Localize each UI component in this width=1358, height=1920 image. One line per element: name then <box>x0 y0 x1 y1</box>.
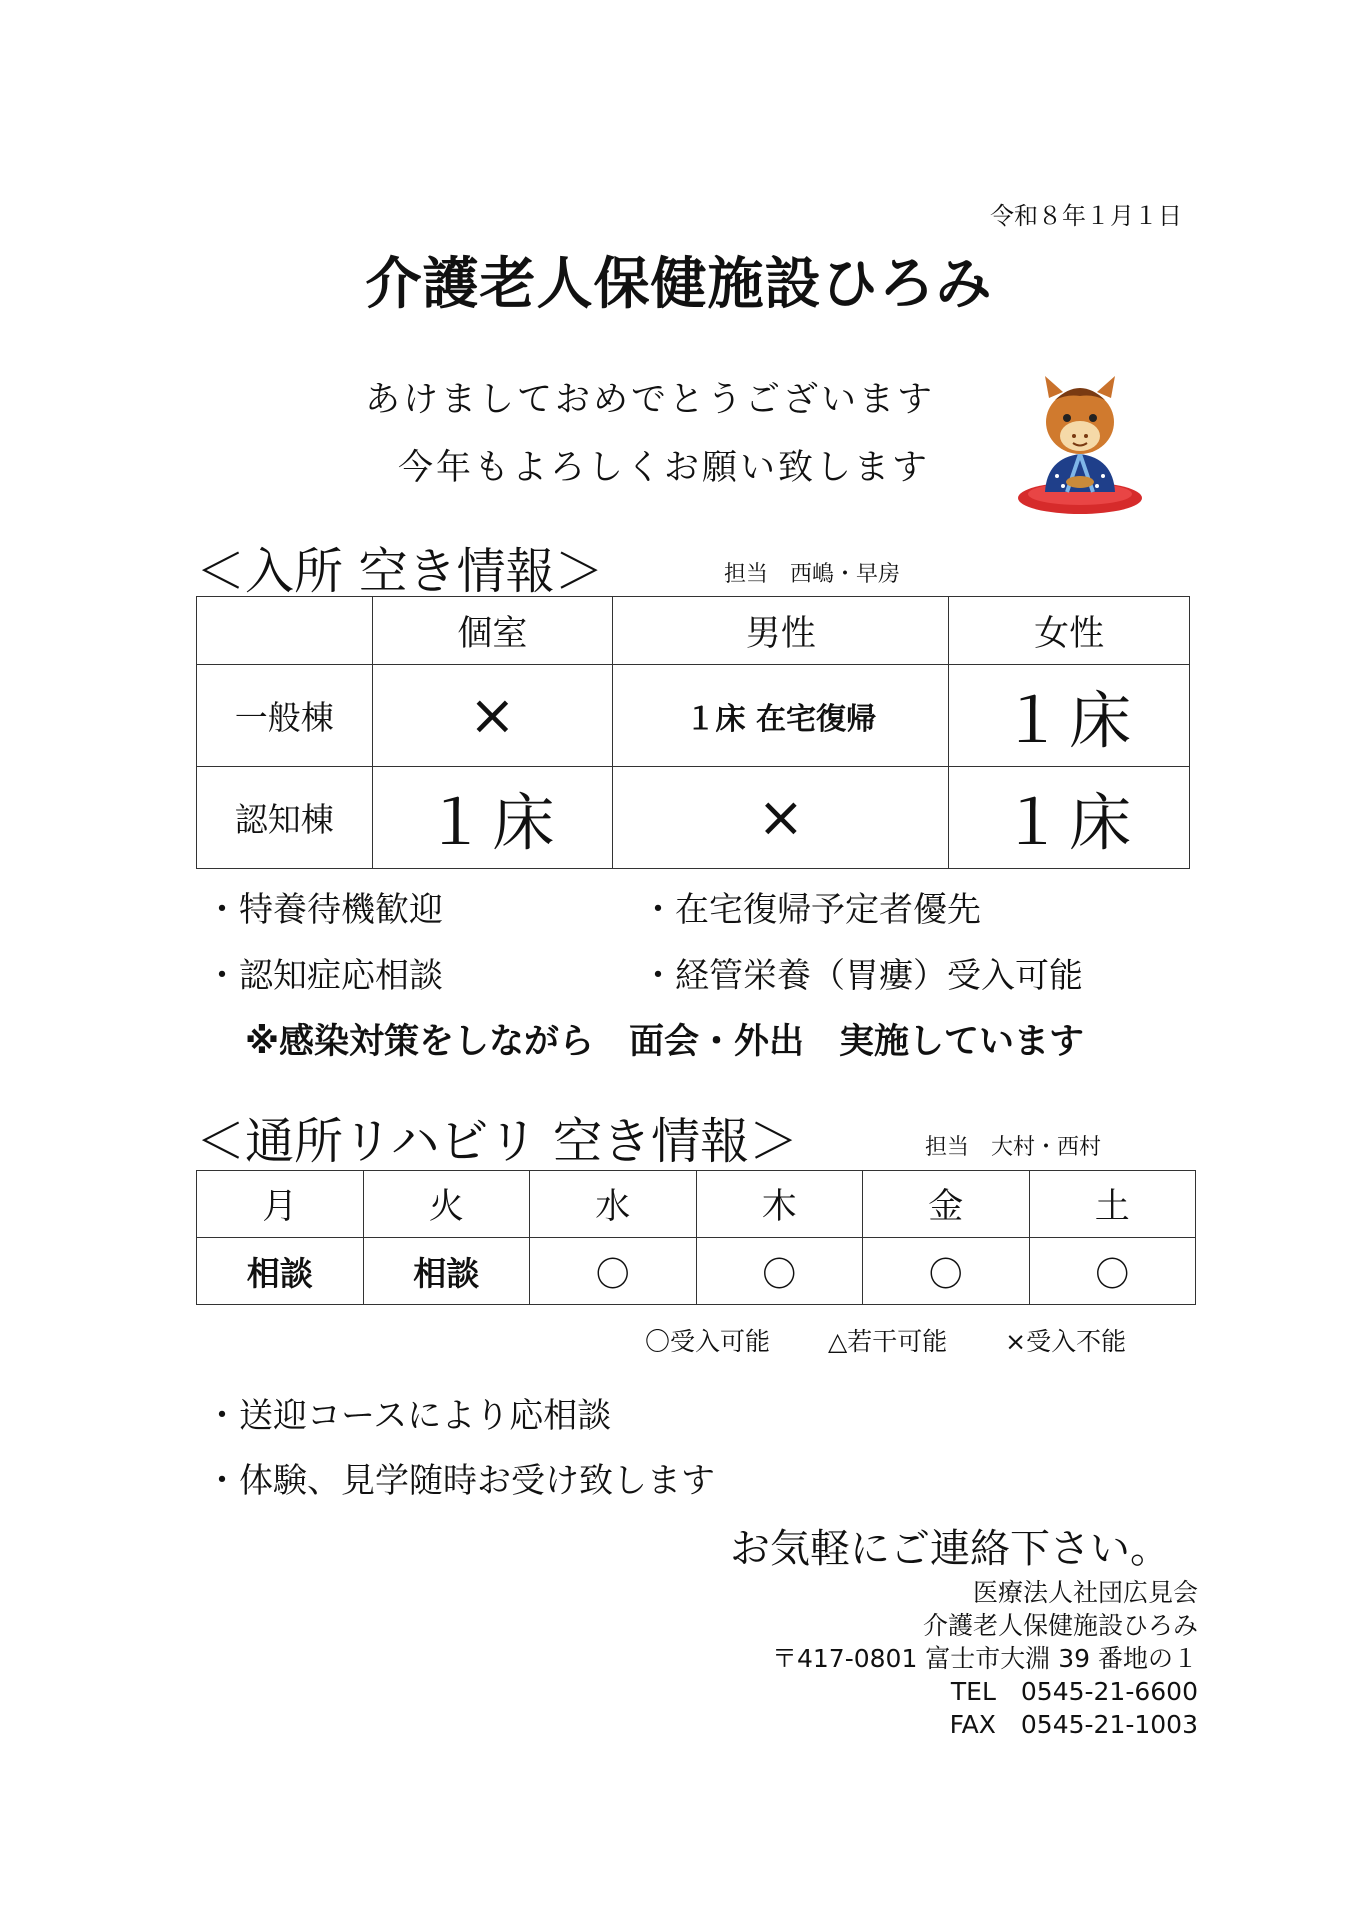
table-header-row <box>197 1171 1196 1238</box>
status-legend <box>645 1322 1176 1358</box>
status-tue: 相談 <box>363 1238 530 1305</box>
day-mon: 月 <box>197 1171 364 1238</box>
facility-name: 介護老人保健施設ひろみ <box>922 1611 1198 1640</box>
legend-available: 〇受入可能 <box>645 1327 771 1356</box>
table-header-row <box>197 597 1190 665</box>
general-private-cell: × <box>372 665 613 767</box>
address: 〒417-0801 富士市大淵 39 番地の１ <box>771 1644 1198 1673</box>
rehab-heading: ＜通所リハビリ 空き情報＞ <box>196 1113 799 1170</box>
greeting-line-2: 今年もよろしくお願い致します <box>398 448 931 488</box>
issue-date: 令和８年１月１日 <box>990 202 1182 230</box>
list-item: ・認知症応相談 <box>205 956 443 996</box>
day-thu: 木 <box>696 1171 863 1238</box>
footer-contact-block <box>772 1576 1198 1741</box>
admission-vacancy-table <box>196 596 1190 869</box>
list-item: ・経管栄養（胃瘻）受入可能 <box>641 956 1083 996</box>
fax: FAX 0545-21-1003 <box>949 1710 1198 1739</box>
dementia-private-cell: １床 <box>372 767 613 869</box>
table-row <box>197 1238 1196 1305</box>
list-item: ・体験、見学随時お受け致します <box>205 1461 715 1501</box>
table-row <box>197 665 1190 767</box>
legend-unavailable: ×受入不能 <box>1005 1327 1127 1356</box>
row-label-dementia-ward: 認知棟 <box>197 767 373 869</box>
legend-limited: △若干可能 <box>827 1327 948 1356</box>
day-tue: 火 <box>363 1171 530 1238</box>
status-wed: 〇 <box>530 1238 697 1305</box>
admission-heading: ＜入所 空き情報＞ <box>196 543 604 600</box>
day-fri: 金 <box>863 1171 1030 1238</box>
status-thu: 〇 <box>696 1238 863 1305</box>
list-item: ・在宅復帰予定者優先 <box>641 890 981 930</box>
page-title: 介護老人保健施設ひろみ <box>365 252 993 317</box>
status-fri: 〇 <box>863 1238 1030 1305</box>
header-private-room: 個室 <box>372 597 613 665</box>
header-blank <box>197 597 373 665</box>
rehab-staff: 担当 大村・西村 <box>925 1135 1102 1160</box>
dementia-female-cell: １床 <box>949 767 1190 869</box>
day-sat: 土 <box>1029 1171 1196 1238</box>
header-male: 男性 <box>613 597 949 665</box>
list-item: ・特養待機歓迎 <box>205 890 443 930</box>
table-row <box>197 767 1190 869</box>
status-mon: 相談 <box>197 1238 364 1305</box>
status-sat: 〇 <box>1029 1238 1196 1305</box>
header-female: 女性 <box>949 597 1190 665</box>
horse-mascot-icon <box>1005 370 1155 520</box>
tel: TEL 0545-21-6600 <box>950 1677 1198 1706</box>
contact-invitation: お気軽にご連絡下さい。 <box>730 1526 1170 1572</box>
org-name: 医療法人社団広見会 <box>972 1578 1198 1607</box>
admission-staff: 担当 西嶋・早房 <box>724 562 901 587</box>
dementia-male-cell: × <box>613 767 949 869</box>
rehab-vacancy-table <box>196 1170 1196 1305</box>
row-label-general-ward: 一般棟 <box>197 665 373 767</box>
day-wed: 水 <box>530 1171 697 1238</box>
general-male-cell: １床 在宅復帰 <box>613 665 949 767</box>
greeting-line-1: あけましておめでとうございます <box>365 380 936 420</box>
infection-control-note: ※感染対策をしながら 面会・外出 実施しています <box>245 1022 1085 1062</box>
general-female-cell: １床 <box>949 665 1190 767</box>
list-item: ・送迎コースにより応相談 <box>205 1396 612 1436</box>
